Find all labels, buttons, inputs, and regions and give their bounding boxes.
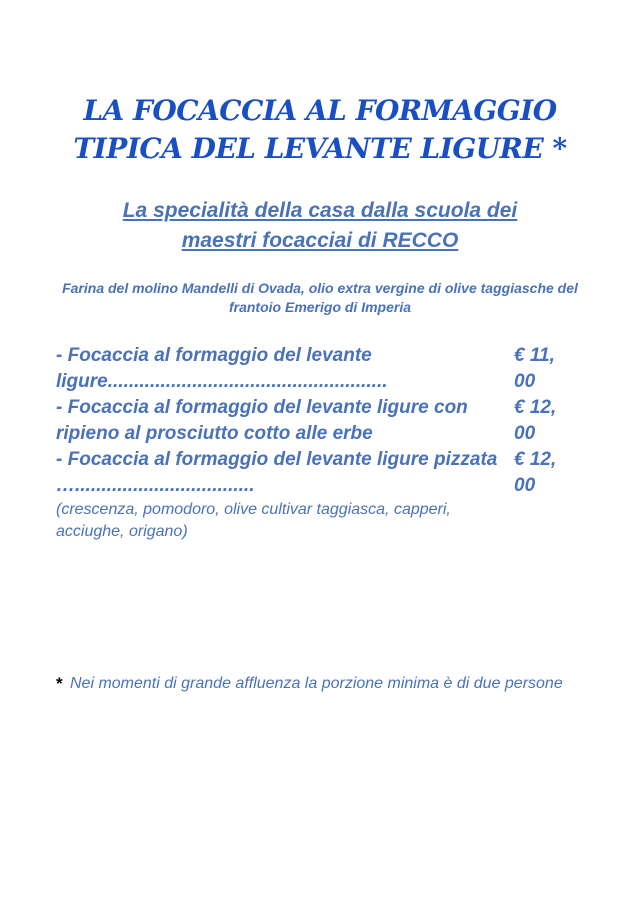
subtitle-line-2: maestri focacciai di RECCO	[181, 229, 459, 252]
menu-item	[56, 343, 576, 395]
menu-list	[56, 343, 576, 543]
menu-item-price: € 11,00	[514, 345, 555, 392]
footnote	[56, 673, 576, 695]
ingredient-sources: Farina del molino Mandelli di Ovada, olio extra vergine di olive taggiasche del frantoio Emerigo di Imperia	[62, 280, 578, 315]
menu-item-price: € 12,00	[514, 397, 557, 444]
footnote-text: Nei momenti di grande affluenza la porzione minima è di due persone	[70, 675, 563, 692]
subtitle-line-1: La specialità della casa dalla scuola dei	[122, 199, 518, 222]
subtitle	[60, 196, 580, 256]
page-title	[40, 92, 600, 168]
menu-item-price: € 12,00	[514, 449, 557, 496]
menu-item-text	[56, 447, 508, 543]
menu-item	[56, 395, 576, 447]
menu-item-text	[56, 343, 508, 395]
title-line-1: LA FOCACCIA AL FORMAGGIO	[83, 94, 557, 127]
asterisk-icon: *	[56, 674, 63, 693]
menu-item-name: - Focaccia al formaggio del levante ligure.....................................................	[56, 345, 388, 392]
menu-item-text	[56, 395, 508, 447]
menu-item-name: - Focaccia al formaggio del levante ligure pizzata …..................................	[56, 449, 498, 496]
menu-item	[56, 447, 576, 543]
menu-item-name: - Focaccia al formaggio del levante ligure con ripieno al prosciutto cotto alle erbe	[56, 397, 468, 444]
menu-item-note: (crescenza, pomodoro, olive cultivar taggiasca, capperi, acciughe, origano)	[56, 501, 451, 540]
title-line-2: TIPICA DEL LEVANTE LIGURE *	[73, 132, 567, 165]
